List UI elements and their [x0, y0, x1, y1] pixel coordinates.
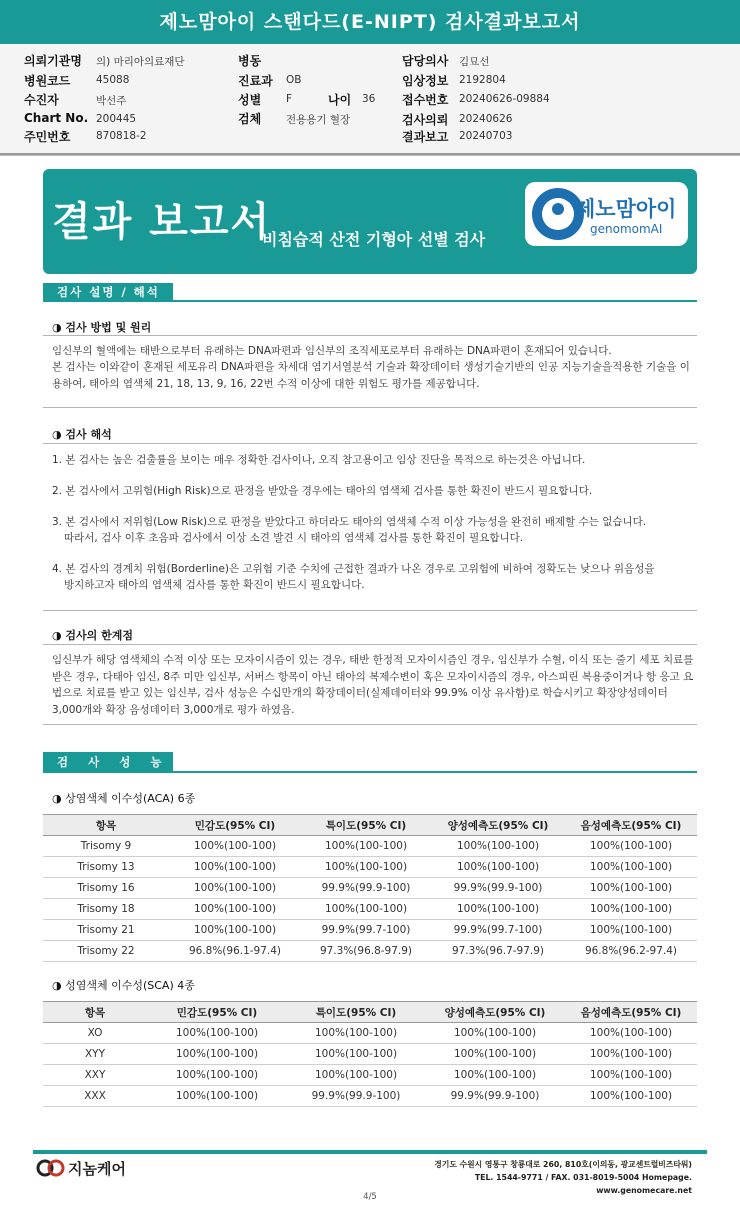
col-specificity: 특이도(95% CI) — [287, 1002, 425, 1023]
method-paragraph-2: 본 검사는 이와같이 혼재된 세포유리 DNA파편을 차세대 염기서열분석 기술과 확장데이터 생성기술기반의 인공 지능기술을적용한 기술을 이용하여, 태아의 염색체 21, 18, 13, 9, 16, 22번 수적 이상에 대한 위험도 평가를 제공합니다. — [52, 361, 690, 390]
row-value-cell: 100%(100-100) — [169, 836, 301, 857]
resident-value: 870818-2 — [96, 130, 147, 142]
receipt-label: 접수번호 — [402, 93, 449, 107]
row-value-cell: 99.9%(99.9-100) — [301, 878, 431, 899]
method-heading: ◑ 검사 방법 및 원리 — [52, 321, 152, 334]
method-paragraph-1: 임신부의 혈액에는 태반으로부터 유래하는 DNA파편과 임신부의 조직세포로부터 유래하는 DNA파편이 혼재되어 있습니다. — [52, 345, 612, 357]
row-value-cell: 100%(100-100) — [565, 1065, 697, 1086]
patient-info-panel — [0, 44, 740, 156]
table-row — [43, 878, 697, 899]
table-header-row — [43, 815, 697, 836]
divider — [43, 407, 697, 408]
row-value-cell: 100%(100-100) — [147, 1086, 287, 1107]
banner-subtitle: 비침습적 산전 기형아 선별 검사 — [262, 230, 486, 249]
row-item-cell: XXY — [43, 1065, 147, 1086]
logo-text: 제노맘아이 — [575, 197, 677, 221]
row-value-cell: 100%(100-100) — [425, 1065, 565, 1086]
row-value-cell: 100%(100-100) — [431, 836, 565, 857]
col-item: 항목 — [43, 815, 169, 836]
info-divider — [0, 153, 740, 155]
row-item-cell: XXX — [43, 1086, 147, 1107]
row-value-cell: 100%(100-100) — [287, 1023, 425, 1044]
col-item: 항목 — [43, 1002, 147, 1023]
row-value-cell: 97.3%(96.8-97.9) — [301, 941, 431, 962]
row-item-cell: Trisomy 13 — [43, 857, 169, 878]
table-row — [43, 899, 697, 920]
row-value-cell: 100%(100-100) — [425, 1023, 565, 1044]
row-item-cell: Trisomy 22 — [43, 941, 169, 962]
sca-performance-table — [43, 1001, 697, 1107]
row-value-cell: 100%(100-100) — [301, 836, 431, 857]
divider — [43, 610, 697, 611]
hospital-label: 의뢰기관명 — [24, 54, 82, 68]
row-value-cell: 99.9%(99.9-100) — [431, 878, 565, 899]
logo-dot — [552, 203, 564, 215]
ward-label: 병동 — [238, 54, 262, 68]
row-value-cell: 100%(100-100) — [301, 899, 431, 920]
row-value-cell: 97.3%(96.7-97.9) — [431, 941, 565, 962]
specimen-value: 전용용기 혈장 — [286, 114, 351, 126]
divider — [43, 335, 697, 336]
collector-value: 박선주 — [96, 95, 127, 107]
clinical-label: 임상정보 — [402, 74, 449, 88]
code-label: 병원코드 — [24, 74, 71, 88]
interpretation-item-4b: 방지하고자 태아의 염색체 검사를 통한 확진이 반드시 필요합니다. — [64, 579, 365, 591]
section-tab-performance: 검 사 성 능 — [43, 752, 173, 772]
row-value-cell: 100%(100-100) — [147, 1044, 287, 1065]
table-row — [43, 857, 697, 878]
sca-heading: ◑ 성염색체 이수성(SCA) 4종 — [52, 979, 195, 992]
row-value-cell: 100%(100-100) — [169, 878, 301, 899]
receipt-value: 20240626-09884 — [459, 93, 550, 105]
row-value-cell: 96.8%(96.1-97.4) — [169, 941, 301, 962]
hospital-value: 의) 마리아의료재단 — [96, 56, 185, 68]
row-value-cell: 99.9%(99.9-100) — [287, 1086, 425, 1107]
row-value-cell: 100%(100-100) — [565, 920, 697, 941]
table-row — [43, 1023, 697, 1044]
request-label: 검사의뢰 — [402, 113, 449, 127]
row-item-cell: XO — [43, 1023, 147, 1044]
address-line: 경기도 수원시 영통구 창룡대로 260, 810호(이의동, 광교센트럴비즈타워) — [434, 1160, 692, 1169]
col-ppv: 양성예측도(95% CI) — [431, 815, 565, 836]
genomecare-logo-icon — [36, 1159, 66, 1177]
row-value-cell: 100%(100-100) — [565, 1044, 697, 1065]
row-value-cell: 99.9%(99.7-100) — [431, 920, 565, 941]
report-value: 20240703 — [459, 130, 513, 142]
col-sensitivity: 민감도(95% CI) — [169, 815, 301, 836]
interpretation-item-4a: 4. 본 검사의 경계치 위험(Borderline)은 고위험 기준 수치에 근접한 결과가 나온 경우로 고위험에 비하여 정확도는 낮으나 위음성을 — [52, 563, 655, 575]
col-ppv: 양성예측도(95% CI) — [425, 1002, 565, 1023]
limitation-paragraph: 임신부가 해당 염색체의 수적 이상 또는 모자이시즘이 있는 경우, 태반 한정적 모자이시즘인 경우, 임신부가 수혈, 이식 또는 줄기 세포 치료를 받은 경우, 다태아 임신, 8주 미만 임신부, 서버스 항목이 아닌 태아의 복제수변이 혹은 모자이시즘의 경우, 아스피린 복용중이거나 항 응고 요법으로 치료를 받고 있는 임신부, 검사 성능은 수십만개의 확장데이터(실제데이터와 99.9% 이상 유사함)로 학습시키고 확장양성데이터 3,000개와 확장 음성데이터 3,000개로 평가 하였음. — [52, 654, 694, 716]
clinical-value: 2192804 — [459, 74, 506, 86]
logo-subtext: genomomAI — [590, 222, 663, 236]
col-specificity: 특이도(95% CI) — [301, 815, 431, 836]
row-value-cell: 100%(100-100) — [565, 899, 697, 920]
doctor-value: 김묘선 — [459, 56, 490, 68]
contact-line: TEL. 1544-9771 / FAX. 031-8019-5004 Homepage. www.genomecare.net — [474, 1173, 692, 1195]
table-row — [43, 836, 697, 857]
row-value-cell: 100%(100-100) — [169, 857, 301, 878]
company-name: 지놈케어 — [68, 1160, 126, 1178]
banner-title: 결과 보고서 — [52, 199, 272, 245]
table-row — [43, 1086, 697, 1107]
divider — [43, 724, 697, 725]
dept-label: 진료과 — [238, 74, 273, 88]
specimen-label: 검체 — [238, 112, 262, 126]
table-row — [43, 1065, 697, 1086]
request-value: 20240626 — [459, 113, 513, 125]
aca-heading: ◑ 상염색체 이수성(ACA) 6종 — [52, 792, 196, 805]
row-value-cell: 100%(100-100) — [565, 1086, 697, 1107]
table-row — [43, 941, 697, 962]
sex-value: F — [286, 93, 293, 105]
row-item-cell: XYY — [43, 1044, 147, 1065]
row-value-cell: 100%(100-100) — [147, 1023, 287, 1044]
age-value: 36 — [362, 93, 376, 105]
divider — [43, 443, 697, 444]
col-npv: 음성예측도(95% CI) — [565, 815, 697, 836]
row-value-cell: 100%(100-100) — [287, 1065, 425, 1086]
row-value-cell: 99.9%(99.9-100) — [425, 1086, 565, 1107]
chart-label: Chart No. — [24, 111, 89, 125]
table-header-row — [43, 1002, 697, 1023]
col-npv: 음성예측도(95% CI) — [565, 1002, 697, 1023]
col-sensitivity: 민감도(95% CI) — [147, 1002, 287, 1023]
collector-label: 수진자 — [24, 93, 59, 107]
section-line — [43, 300, 697, 302]
row-item-cell: Trisomy 16 — [43, 878, 169, 899]
table-row — [43, 920, 697, 941]
row-value-cell: 100%(100-100) — [425, 1044, 565, 1065]
interpretation-heading: ◑ 검사 해석 — [52, 428, 112, 441]
row-value-cell: 100%(100-100) — [147, 1065, 287, 1086]
interpretation-item-3a: 3. 본 검사에서 저위험(Low Risk)으로 판정을 받았다고 하더라도 태아의 염색체 수적 이상 가능성을 완전히 배제할 수는 없습니다. — [52, 516, 647, 528]
row-value-cell: 100%(100-100) — [565, 1023, 697, 1044]
dept-value: OB — [286, 74, 302, 86]
footer-line — [33, 1150, 707, 1154]
aca-performance-table — [43, 814, 697, 962]
row-value-cell: 100%(100-100) — [565, 878, 697, 899]
resident-label: 주민번호 — [24, 130, 71, 144]
row-value-cell: 100%(100-100) — [287, 1044, 425, 1065]
row-value-cell: 100%(100-100) — [565, 836, 697, 857]
row-value-cell: 100%(100-100) — [431, 857, 565, 878]
limitation-heading: ◑ 검사의 한계점 — [52, 629, 134, 642]
chart-value: 200445 — [96, 113, 137, 125]
report-label: 결과보고 — [402, 130, 449, 144]
row-value-cell: 100%(100-100) — [301, 857, 431, 878]
interpretation-item-1: 1. 본 검사는 높은 검출률을 보이는 매우 정확한 검사이나, 오직 참고용이고 임상 진단을 목적으로 하는것은 아닙니다. — [52, 454, 586, 466]
interpretation-item-3b: 따라서, 검사 이후 초음파 검사에서 이상 소견 발견 시 태아의 염색체 검사를 통한 확진이 필요합니다. — [64, 532, 524, 544]
sex-label: 성별 — [238, 93, 262, 107]
doctor-label: 담당의사 — [402, 54, 449, 68]
row-value-cell: 100%(100-100) — [169, 899, 301, 920]
code-value: 45088 — [96, 74, 130, 86]
row-item-cell: Trisomy 18 — [43, 899, 169, 920]
row-value-cell: 100%(100-100) — [431, 899, 565, 920]
divider — [43, 644, 697, 645]
section-line — [43, 771, 697, 773]
row-value-cell: 96.8%(96.2-97.4) — [565, 941, 697, 962]
page-number: 4/5 — [363, 1192, 377, 1202]
interpretation-item-2: 2. 본 검사에서 고위험(High Risk)으로 판정을 받았을 경우에는 태아의 염색체 검사를 통한 확진이 반드시 필요합니다. — [52, 485, 593, 497]
section-tab-description: 검사 설명 / 해석 — [43, 283, 173, 302]
row-value-cell: 100%(100-100) — [169, 920, 301, 941]
row-item-cell: Trisomy 9 — [43, 836, 169, 857]
report-title: 제노맘아이 스탠다드(E-NIPT) 검사결과보고서 — [0, 0, 740, 44]
row-value-cell: 99.9%(99.7-100) — [301, 920, 431, 941]
table-row — [43, 1044, 697, 1065]
row-value-cell: 100%(100-100) — [565, 857, 697, 878]
age-label: 나이 — [328, 93, 352, 107]
row-item-cell: Trisomy 21 — [43, 920, 169, 941]
